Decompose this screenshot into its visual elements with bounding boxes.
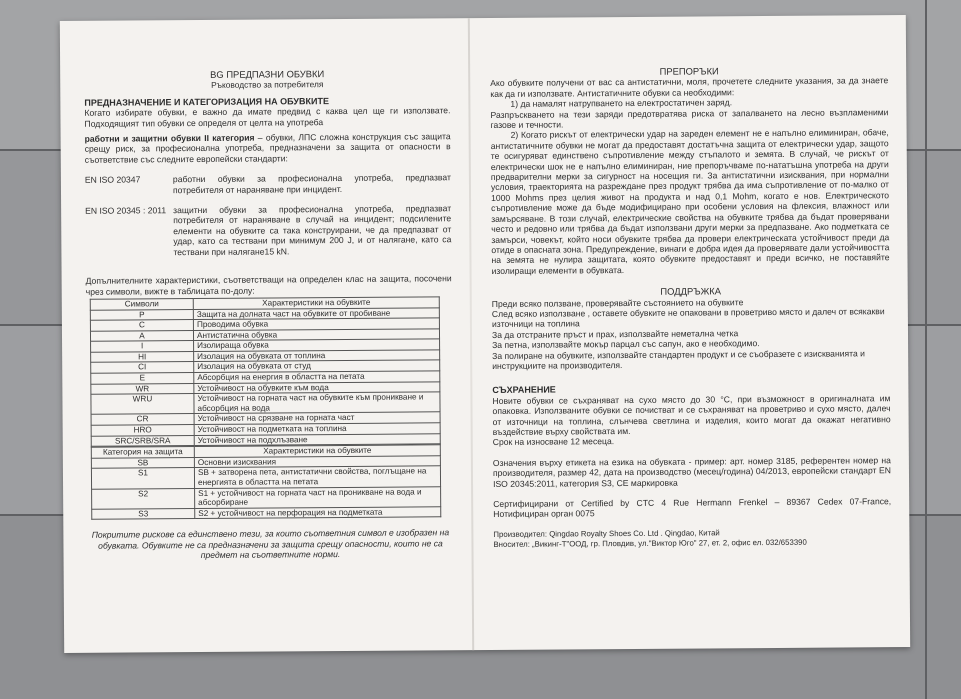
table-cell: Основни изисквания xyxy=(194,456,440,468)
recommendation-item: 2) Когато рискът от електрически удар на зареден елемент не е напълно елиминиран, обаче, антистатичните обувки не могат да предоставят достатъчна защита от електрически удар, защото те осигуряват единствено съпротивление между стъпалото и земята. В случай, че рискът от електрически шок не е напълно елиминиран, ние препоръчваме по-нататъшна употреба на други предварителни мерки за сигурност на носещия ги. За антистатични изисквания, при нормални условия, траекторията на разреждане през продукт трябва да има съпротивление от по-малко от 1000 Mohms през целия живот на продукта и над 0,1 Mohm, когато е нов. Електрическото съпротивление може да бъде модифицирано при особени условия на флексия, влажност или замърсяване. В този случай, електрические свойства на обувките трябва да бъдат проверявани често и редовно или трябва да бъдат използвани други мерки за предпазване. Ако подметката се замърси, човекът, който носи обувките трябва да провери електрическата устойчивост преди да отиде в опасната зона. Предупреждение, винаги е добра идея да проверявате дали устойчивостта на земята не нулира защитата, която обувките предоставят и преди всичко, не поставяйте изолиращи елементи в обувката. xyxy=(490,127,890,276)
table-cell: Устойчивост на подметката на топлина xyxy=(194,423,440,435)
category-paragraph xyxy=(85,131,451,165)
standard-entry xyxy=(85,203,451,258)
right-page xyxy=(490,15,892,550)
recommendation-item: 1) да намалят натрупването на електростатичен заряд. xyxy=(510,97,733,110)
left-page xyxy=(84,18,454,561)
table-cell: S2 + устойчивост на перфорация на подметката xyxy=(195,507,441,519)
category-table xyxy=(91,445,442,521)
table-row xyxy=(91,392,440,415)
care-line: За петна, използвайте мокър парцал със сапун, ако е необходимо. xyxy=(492,338,760,351)
table-header: Характеристики на обувките xyxy=(193,297,439,309)
table-cell: Изолация на обувката от студ xyxy=(194,360,440,372)
table-cell: S2 xyxy=(92,488,195,509)
table-cell: CI xyxy=(91,362,194,373)
table-cell: SB + затворена пета, антистатични свойства, поглъщане на енергията в областта на петата xyxy=(194,466,440,488)
table-header: Символи xyxy=(90,298,193,309)
document-title: BG ПРЕДПАЗНИ ОБУВКИ xyxy=(210,68,325,80)
recommendations-title: ПРЕПОРЪКИ xyxy=(659,65,719,77)
table-cell: S3 xyxy=(92,508,195,519)
care-title: ПОДДРЪЖКА xyxy=(660,285,722,297)
importer-text: Вносител: „Викинг-Т"ООД, гр. Пловдив, ул."Виктор Юго" 27, ет. 2, офис ел. 032/653390 xyxy=(493,538,807,550)
table-cell: Антистатична обувка xyxy=(193,329,439,341)
table-cell: Устойчивост на подхлъзване xyxy=(194,433,440,445)
care-line: За да отстраните пръст и прах, използвайте неметална четка xyxy=(491,327,739,340)
recommendation-item: Разпръскването на тези заряди предотвратява риска от запалването на лесно възпламеними газове и течности. xyxy=(490,106,889,130)
table-cell: Изолация на обувката от топлина xyxy=(194,350,440,362)
table-cell: CR xyxy=(91,414,194,425)
table-cell: HI xyxy=(91,351,194,362)
table-cell: I xyxy=(91,341,194,352)
care-line: За полиране на обувките, използвайте стандартен продукт и се съобразете с изискванията и инструкциите на производителя. xyxy=(492,347,865,371)
table-cell: C xyxy=(90,320,193,331)
certification-text: Сертифицирани от Certified by CTC 4 Rue Hermann Frenkel – 89367 Cedex 07-France, Нотифициран орган 0075 xyxy=(493,496,892,520)
document-subtitle: Ръководство за потребителя xyxy=(211,79,324,91)
care-line: След всяко използване , оставете обувките не опаковани в проветриво място и далеч от всякакви източници на топлина xyxy=(491,306,885,330)
table-cell: Защита на долната част на обувките от пробиване xyxy=(193,307,439,319)
intro-text: Когато избирате обувки, е важно да имате предвид с каква цел ще ги използвате. Подходящият тип обувки се определя от целта на употреба xyxy=(84,105,451,129)
table-cell: P xyxy=(90,309,193,320)
standard-entry xyxy=(85,172,451,195)
storage-text: Новите обувки се съхраняват на сухо място до 30 °C, при възможност в оригиналната им опаковка. Използваните обувки се почистват и се съхраняват на проветриво и сухо място, далеч от източници на топлина, слънчева светлина и изделия, които могат да окажат негативно въздействие върху свойствата им. xyxy=(492,392,891,437)
extra-intro: Допълнителните характеристики, съответстващи на определен клас на защита, посочени чрез символи, вижте в таблицата по-долу: xyxy=(85,273,452,297)
standard-code: EN ISO 20345 : 2011 xyxy=(85,205,167,216)
table-row xyxy=(92,507,441,520)
table-row xyxy=(92,486,441,509)
label-text: Означения върху етикета на езика на обувката - пример: арт. номер 3185, референтен номер на производителя, размер 42, дата на производство (месец/година) 04/2013, европейски стандарт EN ISO 20345:2011, категория S3, CE маркировка xyxy=(492,454,891,489)
section-heading: ПРЕДНАЗНАЧЕНИЕ И КАТЕГОРИЗАЦИЯ НА ОБУВКИТЕ xyxy=(84,95,329,108)
table-cell: Изолираща обувка xyxy=(194,339,440,351)
table-cell: WRU xyxy=(91,394,194,415)
table-cell: E xyxy=(91,373,194,384)
symbols-table xyxy=(90,296,441,447)
table-header: Категория на защита xyxy=(91,447,194,458)
recommendations-intro: Ако обувките получени от вас са антистатични, моля, прочетете следните указания, за да знаете как да ги използвате. Антистатичните обувки са необходими: xyxy=(490,75,889,99)
shelf-life: Срок на износване 12 месеца. xyxy=(492,436,615,448)
instruction-leaflet xyxy=(60,15,910,653)
standard-description: работни обувки за професионална употреба, предпазват потребителя от нараняване при инцидент. xyxy=(172,172,451,195)
table-cell: Абсорбция на енергия в областта на петата xyxy=(194,371,440,383)
floor-seam xyxy=(925,0,927,699)
table-row xyxy=(91,466,440,489)
table-cell: S1 xyxy=(91,468,194,489)
table-cell: Проводима обувка xyxy=(193,318,439,330)
table-cell: S1 + устойчивост на горната част на проникване на вода и абсорбиране xyxy=(195,486,441,508)
manufacturer-text: Производител: Qingdao Royalty Shoes Co. Ltd . Qingdao, Китай xyxy=(493,528,720,539)
table-cell: Устойчивост на горната част на обувките към проникване и абсорбция на вода xyxy=(194,392,440,414)
care-line: Преди всяко ползване, проверявайте състоянието на обувките xyxy=(491,296,744,309)
table-cell: HRO xyxy=(91,425,194,436)
table-cell: SB xyxy=(91,457,194,468)
standard-description: защитни обувки за професионална употреба, предпазват потребителя от нараняване в случай на инцидент; подсилените елементи на обувките са така конструирани, че да предпазват от удар, като са тествани при минимум 200 J, и от налягане, като са тествани при налягане15 kN. xyxy=(173,203,452,257)
page-fold xyxy=(468,18,474,650)
storage-title: СЪХРАНЕНИЕ xyxy=(492,384,556,396)
table-cell: SRC/SRB/SRA xyxy=(91,435,194,446)
table-cell: A xyxy=(90,330,193,341)
table-cell: Устойчивост на срязване на горната част xyxy=(194,412,440,424)
standard-code: EN ISO 20347 xyxy=(84,174,141,186)
table-header: Характеристики на обувките xyxy=(194,445,440,457)
table-cell: WR xyxy=(91,383,194,394)
table-cell: Устойчивост на обувките към вода xyxy=(194,381,440,393)
category-text: – обувки, ЛПС сложна конструкция със защита срещу риск, за професионална употреба, предназначени за защита от опасности в съответствие със следните европейски стандарти: xyxy=(84,131,451,165)
coverage-note: Покритите рискове са единствено тези, за които съответния символ е изобразен на обувката. Обувките не са предназначени за защита срещу опасности, които не са предмет на съответните норми. xyxy=(91,527,450,561)
category-bold: работни и защитни обувки II категория xyxy=(84,132,255,144)
